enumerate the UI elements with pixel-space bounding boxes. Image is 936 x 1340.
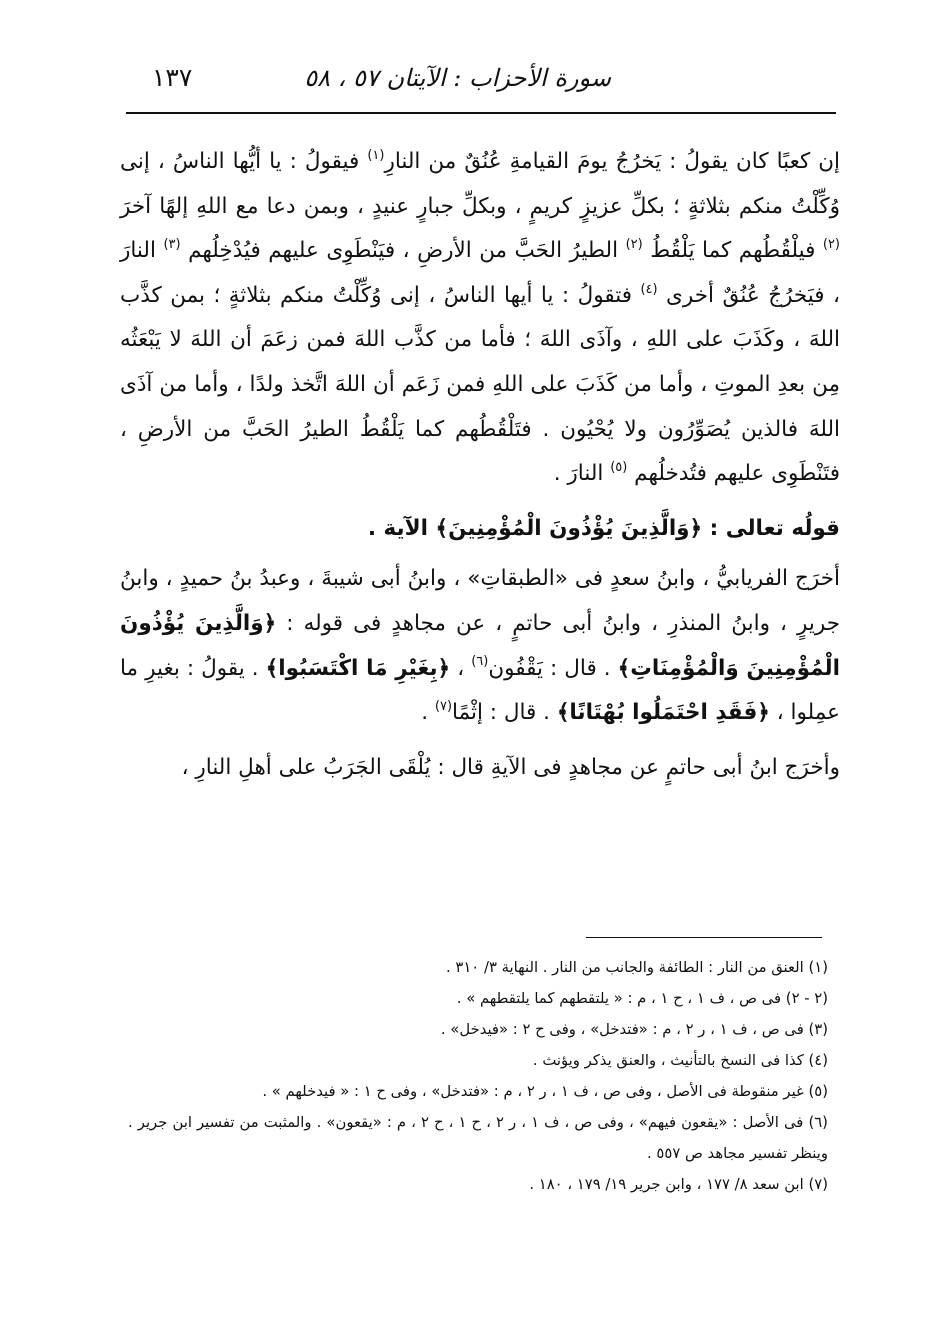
paragraph-mujahid: أخرَج الفريابيُّ ، وابنُ سعدٍ فى «الطبقاتِ» ، وابنُ أبى شيبةَ ، وعبدُ بنُ حميدٍ ، وابنُ جريرٍ ، وابنُ المنذرِ ، وابنُ أبى حاتمٍ ، عن مجاهدٍ فى قوله : ﴿وَالَّذِينَ يُؤْذُونَ الْمُؤْمِنِينَ وَالْمُؤْمِنَاتِ﴾ . قال : يَقْفُون$^{(٦)}$ ، ﴿بِغَيْرِ مَا اكْتَسَبُوا﴾ . يقولُ : بغيرِ ما عمِلوا ، ﴿فَقَدِ احْتَمَلُوا بُهْتَانًا﴾ . قال : إثْمًا$^{(٧)}$ . — [120, 566, 840, 726]
footnotes — [128, 952, 828, 1200]
paragraph-ibn-abi-hatim: وأخرَج ابنُ أبى حاتمٍ عن مجاهدٍ فى الآيةِ قال : يُلْقَى الجَرَبُ على أهلِ النارِ ، — [181, 754, 840, 780]
section-heading: قولُه تعالى : ﴿وَالَّذِينَ يُؤْذُونَ الْمُؤْمِنِينَ﴾ الآية . — [367, 515, 840, 541]
footnote-5: (٥) غير منقوطة فى الأصل ، وفى ص ، ف ١ ، ر ٢ ، م : «فتدخل» ، وفى ح ١ : « فيدخلهم » . — [262, 1083, 828, 1100]
footnote-4: (٤) كذا فى النسخ بالتأنيث ، والعنق يذكر ويؤنث . — [532, 1052, 828, 1069]
footnote-ref-7: (٧) — [434, 698, 453, 714]
footnote-ref-1: (١) — [367, 147, 385, 163]
footnote-ref-4: (٤) — [640, 281, 658, 297]
running-title: سورة الأحزاب : الآيتان ٥٧ ، ٥٨ — [304, 64, 611, 92]
footnote-ref-6: (٦) — [471, 654, 489, 670]
footnote-2: (٢ - ٢) فى ص ، ف ١ ، ح ١ ، م : « يلتقطهم كما يلتقطهم » . — [456, 990, 828, 1007]
quran-verse: ﴿وَالَّذِينَ يُؤْذُونَ الْمُؤْمِنِينَ﴾ — [435, 515, 703, 541]
page-header — [126, 58, 826, 98]
main-text — [120, 140, 840, 880]
footnote-divider — [586, 937, 822, 938]
footnote-7: (٧) ابن سعد ٨/ ١٧٧ ، وابن جرير ١٩/ ١٧٩ ، ١٨٠ . — [529, 1176, 828, 1193]
footnote-ref-2a: (٢) — [822, 237, 840, 253]
quran-quote-3: ﴿فَقَدِ احْتَمَلُوا بُهْتَانًا﴾ — [556, 700, 770, 726]
page-number: ١٣٧ — [152, 63, 193, 92]
quran-quote-2: ﴿بِغَيْرِ مَا اكْتَسَبُوا﴾ — [265, 655, 451, 681]
footnote-1: (١) العنق من النار : الطائفة والجانب من النار . النهاية ٣/ ٣١٠ . — [445, 959, 828, 976]
quran-quote-1: ﴿وَالَّذِينَ يُؤْذُونَ الْمُؤْمِنِينَ وَالْمُؤْمِنَاتِ﴾ — [120, 610, 840, 681]
footnote-ref-3: (٣) — [163, 237, 181, 253]
header-divider — [126, 112, 836, 114]
footnote-6: (٦) فى الأصل : «يقعون فيهم» ، وفى ص ، ف ١ ، ر ٢ ، ح ١ ، ح ٢ ، م : «يقعون» . والمثبت من تفسير ابن جرير . وينظر تفسير مجاهد ص ٥٥٧ . — [128, 1114, 828, 1162]
paragraph-ka-b-narration: إن كعبًا كان يقولُ : يَخرُجُ يومَ القيامةِ عُنُقٌ من النارِ$^{(١)}$ فيقولُ : يا أيُّها الناسُ ، إنى وُكِّلْتُ منكم بثلاثةٍ ؛ بكلِّ عزيزٍ كريمٍ ، وبكلِّ جبارٍ عنيدٍ ، وبمن دعا مع اللهِ إلهًا آخرَ $^{(٢)}$ فيلْقُطُهم كما يَلْقُطُ $^{(٢)}$ الطيرُ الحَبَّ من الأرضِ ، فيَنْطَوِى عليهم فيُدْخِلُهم $^{(٣)}$ النارَ ، فيَخرُجُ عُنُقٌ أخرى $^{(٤)}$ فتقولُ : يا أيها الناسُ ، إنى وُكِّلْتُ منكم بثلاثةٍ ؛ بمن كذَّب اللهَ ، وكَذَبَ على اللهِ ، وآذَى اللهَ ؛ فأما من كذَّب اللهَ فمن زعَمَ أن اللهَ لا يَبْعَثُه مِن بعدِ الموتِ ، وأما من كَذَبَ على اللهِ فمن زَعَم أن اللهَ اتَّخذ ولدًا ، وأما من آذَى اللهَ فالذين يُصَوِّرُون ولا يُحْيُون . فتَلْقُطُهم كما يَلْقُطُ الطيرُ الحَبَّ من الأرضِ ، فتَنْطَوِى عليهم فتُدخلُهم $^{(٥)}$ النارَ . — [120, 147, 840, 487]
footnote-ref-2b: (٢) — [625, 237, 643, 253]
footnote-3: (٣) فى ص ، ف ١ ، ر ٢ ، م : «فتدخل» ، وفى ح ٢ : «فيدخل» . — [440, 1021, 828, 1038]
footnote-ref-5: (٥) — [610, 460, 628, 475]
